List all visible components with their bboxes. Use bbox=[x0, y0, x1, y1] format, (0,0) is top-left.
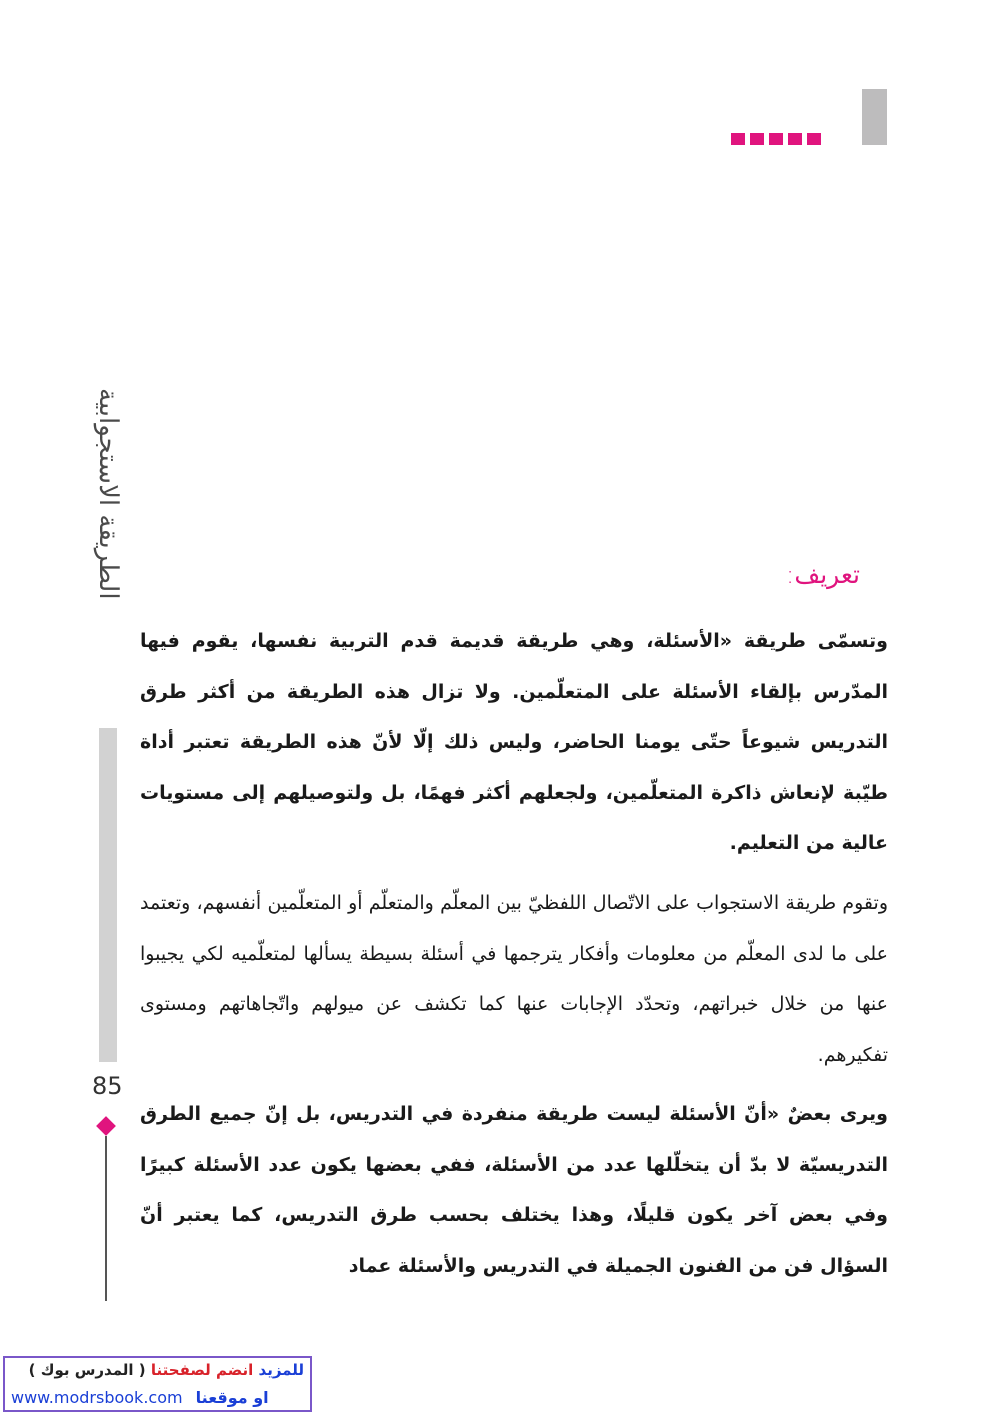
paragraph-3-block bbox=[140, 1089, 888, 1291]
banner-url-link[interactable]: www.modrsbook.com bbox=[11, 1388, 183, 1407]
section-heading: تعريف: bbox=[785, 560, 860, 589]
paragraph-1-block bbox=[140, 616, 888, 869]
promo-banner[interactable] bbox=[3, 1356, 312, 1412]
banner-join: انضم لصفحتنا bbox=[150, 1361, 254, 1379]
vertical-divider bbox=[105, 1136, 107, 1301]
page-number: 85 bbox=[92, 1072, 123, 1100]
side-chapter-title: الطريقة الاستجوابية bbox=[93, 388, 123, 600]
paragraph-2: وتقوم طريقة الاستجواب على الاتّصال اللفظيّ بين المعلّم والمتعلّم أو المتعلّمين أنفسهم، وتعتمد على ما لدى المعلّم من معلومات وأفكار يترجمها في أسئلة بسيطة يسألها لمتعلّميه لكي يجيبوا عنها من خلال خبراتهم، وتحدّد الإجابات عنها كما تكشف عن ميولهم واتّجاهاتهم ومستوى تفكيرهم. bbox=[140, 892, 888, 1066]
banner-text bbox=[29, 1361, 304, 1379]
paragraph-3: ويرى بعضٌ «أنّ الأسئلة ليست طريقة منفردة في التدريس، بل إنّ جميع الطرق التدريسيّة لا بدّ أن يتخلّلها عدد من الأسئلة، ففي بعضها يكون عدد الأسئلة كبيرًا وفي بعض آخر يكون قليلًا، وهذا يختلف بحسب طرق التدريس، كما يعتبر أنّ السؤال فن من الفنون الجميلة في التدريس والأسئلة عماد bbox=[140, 1103, 888, 1277]
side-gray-bar bbox=[99, 728, 117, 1062]
banner-name: ( المدرس بوك ) bbox=[28, 1361, 146, 1379]
banner-more: للمزيد bbox=[258, 1361, 304, 1379]
diamond-icon bbox=[96, 1116, 116, 1136]
banner-or-site: او موقعنا bbox=[195, 1388, 269, 1407]
header-pink-squares bbox=[731, 133, 821, 145]
banner-url-row bbox=[11, 1388, 269, 1407]
header-gray-bar bbox=[862, 89, 887, 145]
paragraph-2-block bbox=[140, 878, 888, 1080]
paragraph-1: وتسمّى طريقة «الأسئلة، وهي طريقة قديمة قدم التربية نفسها، يقوم فيها المدّرس بإلقاء الأسئلة على المتعلّمين. ولا تزال هذه الطريقة من أكثر طرق التدريس شيوعاً حتّى يومنا الحاضر، وليس ذلك إلّا لأنّ هذه الطريقة تعتبر أداة طيّبة لإنعاش ذاكرة المتعلّمين، ولجعلهم أكثر فهمًا، بل ولتوصيلهم إلى مستويات عالية من التعليم. bbox=[140, 630, 888, 854]
